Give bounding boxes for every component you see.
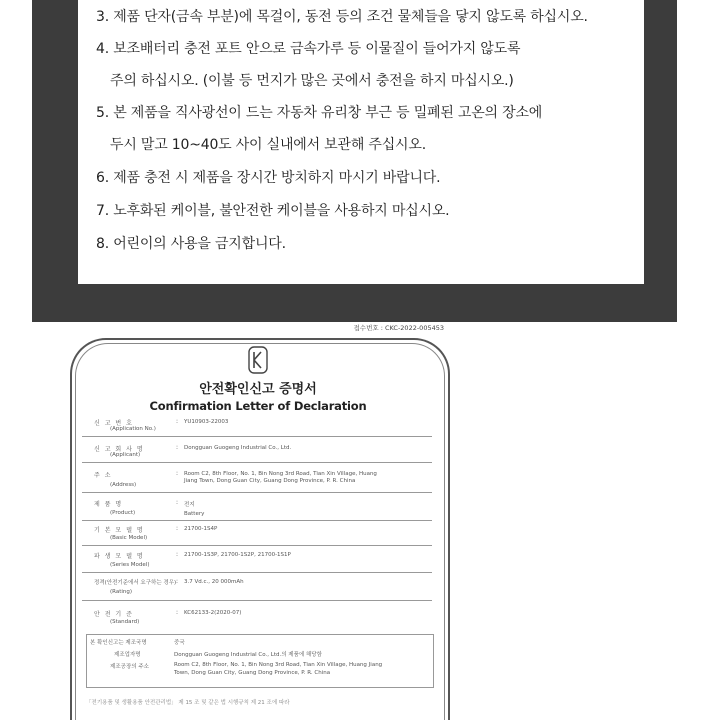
series-model-label: 파 생 모 델 명 (94, 553, 145, 560)
product-label-en: (Product) (110, 510, 136, 516)
notice-item-7: 7. 노후화된 케이블, 불안전한 케이블을 사용하지 마십시오. (96, 203, 450, 219)
product-label: 제 품 명 (94, 501, 123, 508)
maker-value: Dongguan Guogeng Industrial Co., Ltd.의 제품에 해당함 (174, 652, 322, 658)
applicant-label-en: (Applicant) (110, 452, 141, 458)
divider (82, 600, 432, 601)
colon: : (176, 470, 179, 477)
certificate-footer-text: 「전기용품 및 생활용품 안전관리법」 제 15 조 및 같은 법 시행규칙 제 21 조에 따라 (86, 700, 290, 706)
rating-value: 3.7 Vd.c., 20 000mAh (184, 579, 244, 585)
divider (82, 436, 432, 437)
basic-model-value: 21700-1S4P (184, 526, 218, 532)
country-value: 중국 (174, 640, 185, 646)
series-model-label-en: (Series Model) (110, 562, 150, 568)
colon: : (176, 578, 179, 585)
divider (82, 492, 432, 493)
maker-address-label: 제조공장의 주소 (110, 664, 149, 670)
basic-model-label-en: (Basic Model) (110, 535, 148, 541)
address-value-line1: Room C2, 8th Floor, No. 1, Bin Nong 3rd Road, Tian Xin Village, Huang (184, 471, 377, 477)
notice-item-5: 5. 본 제품을 직사광선이 드는 자동차 유리창 부근 등 밀폐된 고온의 장소에 (96, 105, 543, 121)
colon: : (176, 499, 179, 506)
standard-value: KC62133-2(2020-07) (184, 610, 242, 616)
rating-label-en: (Rating) (110, 589, 133, 595)
maker-address-line2: Town, Dong Guan City, Guang Dong Province, P. R. China (174, 670, 331, 676)
standard-label: 안 전 기 준 (94, 611, 134, 618)
colon: : (176, 609, 179, 616)
divider (82, 572, 432, 573)
product-value-kr: 전지 (184, 502, 195, 508)
standard-label-en: (Standard) (110, 619, 140, 625)
notice-item-3: 3. 제품 단자(금속 부분)에 목걸이, 동전 등의 조건 물체들을 닿지 않도록 하십시오. (96, 9, 588, 25)
basic-model-label: 기 본 모 델 명 (94, 527, 145, 534)
notice-item-5-cont: 두시 말고 10~40도 사이 실내에서 보관해 주십시오. (110, 137, 426, 153)
application-no-value: YU10903-22003 (184, 419, 229, 425)
kc-mark-icon (248, 346, 268, 374)
notice-item-4-cont: 주의 하십시오. (이불 등 먼지가 많은 곳에서 충전을 하지 마십시오.) (110, 73, 514, 89)
application-no-label-en: (Application No.) (110, 426, 156, 432)
notice-item-8: 8. 어린이의 사용을 금지합니다. (96, 236, 286, 252)
applicant-label: 신 고 회 사 명 (94, 446, 145, 453)
application-no-label: 신 고 번 호 (94, 420, 134, 427)
notice-item-6: 6. 제품 충전 시 제품을 장시간 방치하지 마시기 바랍니다. (96, 170, 441, 186)
colon: : (176, 551, 179, 558)
maker-address-line1: Room C2, 8th Floor, No. 1, Bin Nong 3rd Road, Tian Xin Village, Huang Jiang (174, 662, 383, 668)
colon: : (176, 525, 179, 532)
rating-label: 정격(안전기준에서 요구하는 경우) (94, 580, 177, 586)
country-label: 본 확인신고는 제조국명 (90, 640, 147, 646)
product-value-en: Battery (184, 511, 205, 517)
notice-item-4: 4. 보조배터리 충전 포트 안으로 금속가루 등 이물질이 들어가지 않도록 (96, 41, 521, 57)
certificate-title-kr: 안전확인신고 증명서 (199, 382, 317, 397)
divider (82, 462, 432, 463)
divider (82, 545, 432, 546)
certificate-title-en: Confirmation Letter of Declaration (149, 399, 367, 413)
receipt-number: 접수번호 : CKC-2022-005453 (353, 324, 444, 332)
maker-label: 제조업자명 (114, 652, 141, 658)
colon: : (176, 444, 179, 451)
address-label-en: (Address) (110, 482, 137, 488)
series-model-value: 21700-1S3P, 21700-1S2P, 21700-1S1P (184, 552, 291, 558)
divider (82, 520, 432, 521)
colon: : (176, 418, 179, 425)
address-value-line2: Jiang Town, Dong Guan City, Guang Dong Province, P. R. China (184, 478, 356, 484)
applicant-value: Dongguan Guogeng Industrial Co., Ltd. (184, 445, 292, 451)
address-label: 주 소 (94, 472, 112, 479)
